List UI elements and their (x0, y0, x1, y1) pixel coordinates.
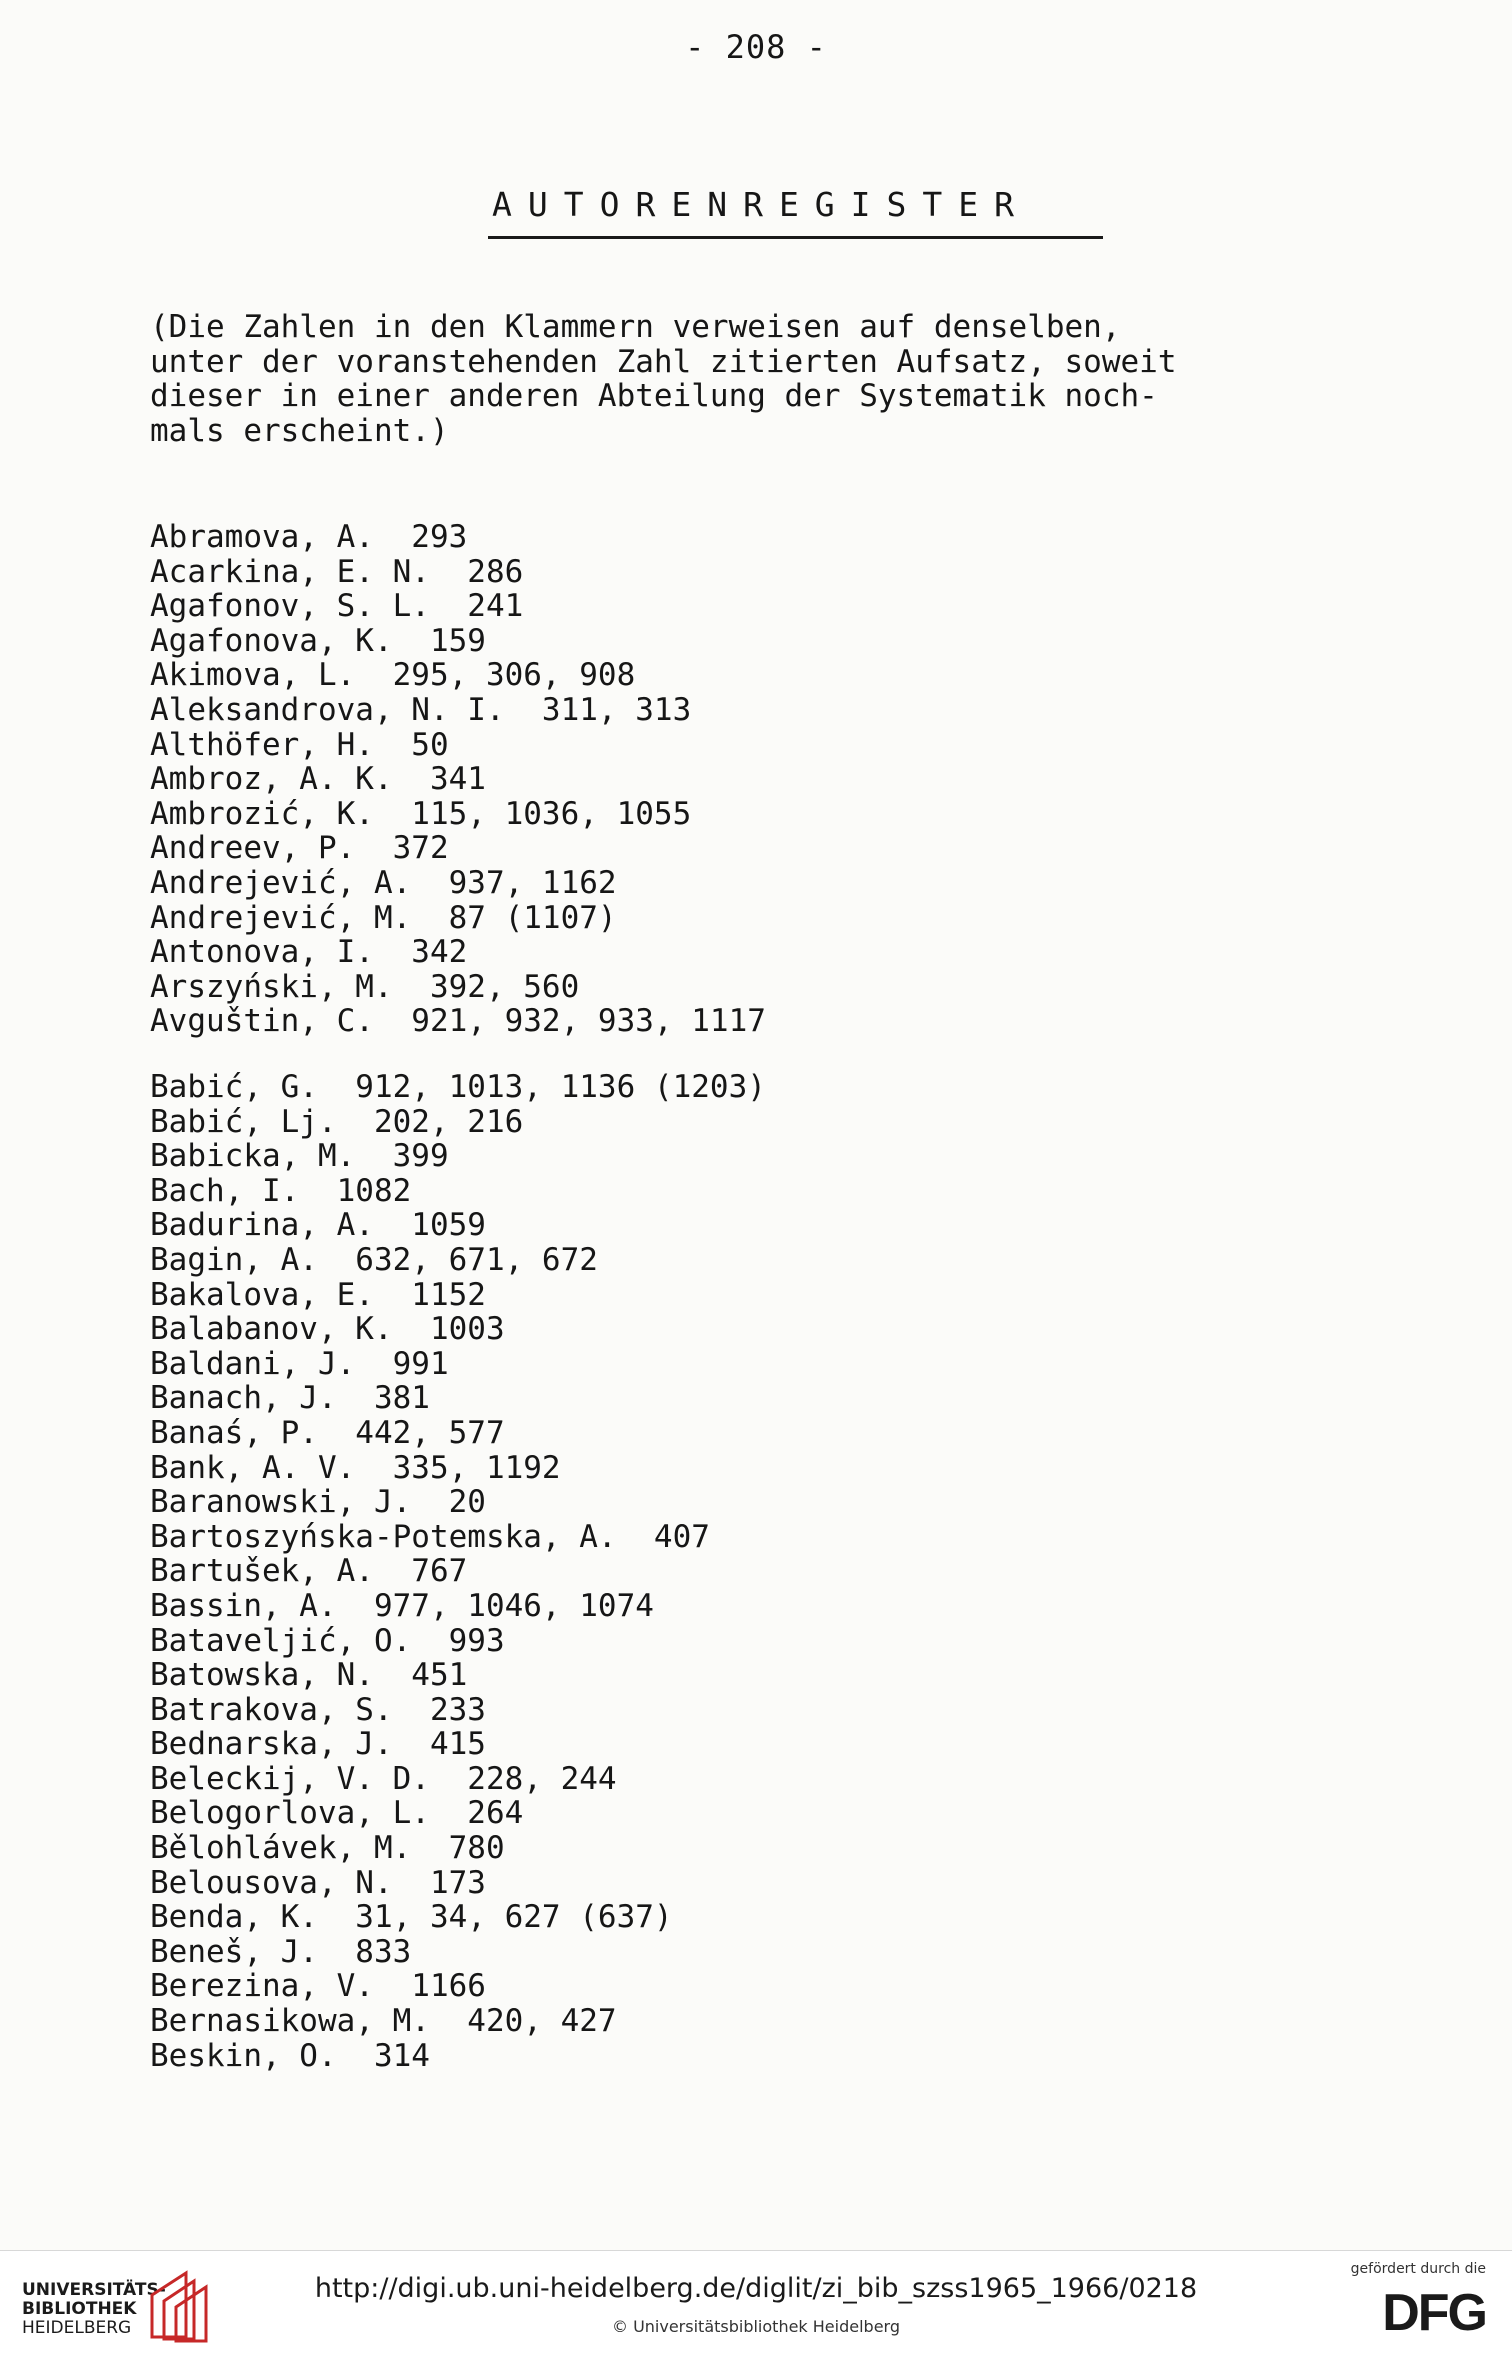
author-entry: Bednarska, J. 415 (150, 1726, 486, 1763)
author-entry: Bartoszyńska-Potemska, A. 407 (150, 1518, 710, 1555)
intro-paragraph (150, 310, 1350, 448)
page-number: - 208 - (685, 28, 827, 66)
author-entry: Batowska, N. 451 (150, 1657, 468, 1694)
title-underline (488, 236, 1103, 239)
author-entry: Bataveljić, O. 993 (150, 1622, 505, 1659)
page-title: AUTORENREGISTER (492, 185, 1031, 224)
author-entry: Badurina, A. 1059 (150, 1207, 486, 1244)
library-name-line: BIBLIOTHEK (22, 2299, 137, 2319)
permalink-url[interactable]: http://digi.ub.uni-heidelberg.de/diglit/zi_bib_szss1965_1966/0218 (314, 2273, 1198, 2304)
author-entry: Antonova, I. 342 (150, 934, 468, 971)
author-entry: Bakalova, E. 1152 (150, 1276, 486, 1313)
author-entry: Avguštin, C. 921, 932, 933, 1117 (150, 1003, 766, 1040)
author-entry: Batrakova, S. 233 (150, 1691, 486, 1728)
author-entry: Arszyński, M. 392, 560 (150, 968, 580, 1005)
author-entry: Beskin, O. 314 (150, 2037, 430, 2074)
author-entry: Bernasikowa, M. 420, 427 (150, 2003, 617, 2040)
author-entry: Akimova, L. 295, 306, 908 (150, 657, 636, 694)
author-entry: Balabanov, K. 1003 (150, 1311, 505, 1348)
author-list-b (150, 1070, 1350, 2073)
author-entry: Aleksandrova, N. I. 311, 313 (150, 691, 692, 728)
author-entry: Andreev, P. 372 (150, 830, 449, 867)
author-entry: Beneš, J. 833 (150, 1933, 412, 1970)
author-entry: Babić, G. 912, 1013, 1136 (1203) (150, 1069, 766, 1105)
author-entry: Benda, K. 31, 34, 627 (637) (150, 1899, 673, 1936)
author-entry: Belogorlova, L. 264 (150, 1795, 524, 1832)
author-list-a (150, 520, 1350, 1039)
author-entry: Berezina, V. 1166 (150, 1968, 486, 2005)
intro-line: (Die Zahlen in den Klammern verweisen auf denselben, (150, 309, 1121, 345)
viewer-footer (0, 2250, 1512, 2357)
author-entry: Baranowski, J. 20 (150, 1484, 486, 1521)
author-entry: Althöfer, H. 50 (150, 726, 449, 763)
author-entry: Acarkina, E. N. 286 (150, 553, 524, 590)
author-entry: Banaś, P. 442, 577 (150, 1414, 505, 1451)
author-entry: Andrejević, M. 87 (1107) (150, 899, 617, 936)
funding-note: gefördert durch die (1350, 2261, 1486, 2277)
author-entry: Bank, A. V. 335, 1192 (150, 1449, 561, 1486)
dfg-logo[interactable]: DFG (1382, 2284, 1486, 2342)
author-entry: Bach, I. 1082 (150, 1172, 412, 1209)
author-entry: Ambrozić, K. 115, 1036, 1055 (150, 795, 692, 832)
intro-line: mals erscheint.) (150, 412, 449, 449)
author-entry: Banach, J. 381 (150, 1380, 430, 1417)
author-entry: Andrejević, A. 937, 1162 (150, 864, 617, 901)
author-entry: Beleckij, V. D. 228, 244 (150, 1760, 617, 1797)
author-entry: Bassin, A. 977, 1046, 1074 (150, 1587, 654, 1624)
author-entry: Agafonov, S. L. 241 (150, 588, 524, 625)
library-name-line: UNIVERSITÄTS- (22, 2280, 166, 2300)
author-entry: Bělohlávek, M. 780 (150, 1830, 505, 1867)
author-entry: Baldani, J. 991 (150, 1345, 449, 1382)
author-entry: Babić, Lj. 202, 216 (150, 1103, 524, 1140)
intro-line: dieser in einer anderen Abteilung der Systematik noch- (150, 378, 1158, 414)
author-entry: Abramova, A. 293 (150, 519, 468, 555)
intro-line: unter der voranstehenden Zahl zitierten Aufsatz, soweit (150, 343, 1177, 380)
author-entry: Belousova, N. 173 (150, 1864, 486, 1901)
author-entry: Babicka, M. 399 (150, 1138, 449, 1175)
author-entry: Agafonova, K. 159 (150, 622, 486, 659)
author-entry: Bartušek, A. 767 (150, 1553, 468, 1590)
copyright-notice: © Universitätsbibliothek Heidelberg (611, 2317, 900, 2336)
author-entry: Ambroz, A. K. 341 (150, 761, 486, 798)
library-name-line: HEIDELBERG (22, 2318, 132, 2338)
author-entry: Bagin, A. 632, 671, 672 (150, 1241, 598, 1278)
